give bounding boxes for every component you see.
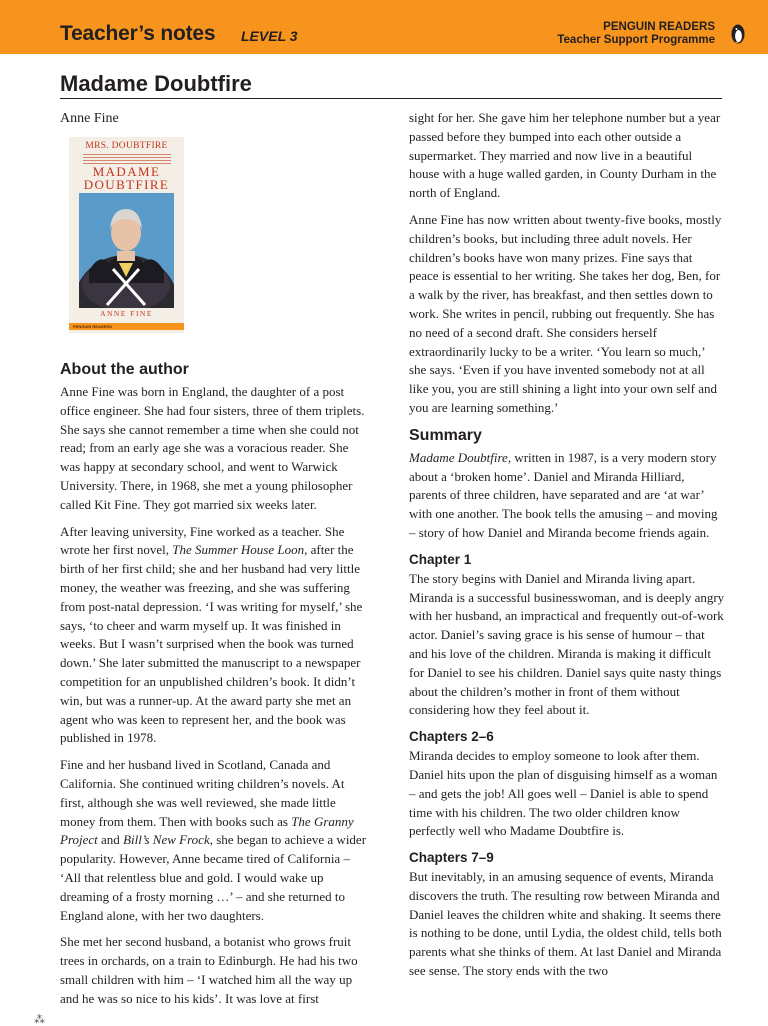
right-column: [409, 109, 725, 989]
chapters-2-6-text: Miranda decides to employ someone to look after them. Daniel hits upon the plan of disguising himself as a woman – and gets the job! All goes well – Daniel is able to spend time with his children. The two older children know perfectly well who Madame Doubtfire is.: [409, 748, 718, 839]
cover-author: ANNE FINE: [100, 309, 153, 318]
summary-heading: Summary: [409, 426, 482, 444]
brand-name: PENGUIN READERS: [603, 21, 715, 33]
text-run: , she began to achieve a wider popularity. However, Anne became tired of California – ‘All that relentless blue and gold. I would wake up dreaming of a frosty morning …’ – and she returned to England alone, with her two daughters.: [60, 832, 367, 923]
cover-title-line2: DOUBTFIRE: [83, 177, 170, 192]
cover-tagline-decoration: [83, 154, 171, 164]
chapters-7-9-heading: Chapters 7–9: [409, 850, 494, 866]
cover-photo: [79, 193, 174, 308]
book-title-reference: Bill’s New Frock: [123, 832, 210, 848]
cover-publisher: PENGUIN READERS: [73, 324, 112, 329]
book-title-reference: Madame Doubtfire: [409, 449, 508, 465]
about-paragraph-5: Anne Fine has now written about twenty-five books, mostly children’s books, but including three adult novels. Her children’s books have won many prizes. Fine says that peace is essential to her writing. She takes her dog, Ben, for a walk by the river, has breakfast, and then settles down to work. She writes in pencil, rubbing out frequently. She has no need of a second draft. She considers herself extraordinarily lucky to be a writer. ‘You learn so much,’ she says. ‘Even if you have invented somebody not at all like you, you are still shining a light into your own self and you are learning something.’: [409, 211, 722, 415]
about-paragraph-2: [60, 523, 370, 749]
chapter-1-text: The story begins with Daniel and Miranda living apart. Miranda is a successful businesswoman, and is deeply angry with her husband, an impractical and frequently out-of-work actor. Daniel’s saving grace is his sense of humour – that and his love of the children. Miranda is making it difficult for Daniel to see his children. Daniel says quite nasty things about the children’s mother in front of them without considering how they feel about it.: [409, 570, 725, 718]
header-title: Teacher’s notes: [60, 22, 216, 45]
about-heading: About the author: [60, 361, 189, 378]
cover-publisher-strip: [69, 323, 184, 330]
chapter-1-heading: Chapter 1: [409, 551, 472, 567]
header-banner: [0, 0, 768, 54]
title-rule: [60, 98, 722, 99]
about-paragraph-3: [60, 756, 370, 925]
text-run: , written in 1987, is a very modern story about a ‘broken home’. Daniel and Miranda Hilliard, parents of three children, have separated and are ‘at war’ with one another. The book tells the amusing – and moving – story of how Daniel and Miranda become friends again.: [409, 449, 718, 540]
brand-programme: Teacher Support Programme: [557, 34, 715, 46]
text-run: After leaving university, Fine worked as a teacher. She wrote her first novel,: [60, 523, 345, 558]
book-cover-image: [69, 137, 184, 333]
cover-title: [69, 165, 184, 191]
penguin-logo-icon: [731, 24, 745, 44]
level-label: LEVEL 3: [241, 28, 298, 44]
cover-top-line: MRS. DOUBTFIRE: [85, 141, 168, 151]
chapters-2-6-heading: Chapters 2–6: [409, 729, 494, 745]
text-run: Fine and her husband lived in Scotland, Canada and California. She continued writing children’s novels. At first, although she was well reviewed, she made little money from them. Then with books such as: [60, 757, 345, 829]
book-title-reference: The Summer House Loon: [172, 542, 305, 558]
text-run: , after the birth of her first child; she and her husband had very little money, the weather was freezing, and she was suffering from post-natal depression. ‘I was writing for myself,’ she says, ‘to cheer and warm myself up. It was finished in weeks. But I wasn’t surprised when the book was turned down.’ She later submitted the manuscript to a newspaper competition for an unpublished children’s book. It didn’t win, but was a runner-up. At the award party she met an agent who was keen to represent her, and the book was published in 1978.: [60, 542, 363, 746]
book-title: Madame Doubtfire: [60, 71, 252, 96]
footer-mark: ⁂: [34, 1014, 45, 1026]
book-title-reference: The Granny Project: [60, 813, 354, 848]
about-paragraph-1: Anne Fine was born in England, the daughter of a post office engineer. She had four sisters, three of them triplets. She says she cannot remember a time when she could not read; from an early age she was a voracious reader. She was happy at secondary school, and went to Warwick University. There, in 1968, she met a young philosopher called Kit Fine. They got married six weeks later.: [60, 384, 365, 512]
cover-title-line1: MADAME: [92, 164, 161, 179]
chapters-7-9-text: But inevitably, in an amusing sequence of events, Miranda discovers the truth. The resulting row between Miranda and Daniel leaves the children white and shaking. It seems there is nothing to be done, until Lydia, the oldest child, tells both parents what she thinks of them. At last Daniel and Miranda see sense. The story ends with the two: [409, 869, 722, 979]
text-run: and: [97, 832, 124, 848]
left-column: [60, 360, 370, 1017]
about-paragraph-4: She met her second husband, a botanist who grows fruit trees in orchards, on a train to Edinburgh. He had his two small children with him – ‘I watched him all the way up and he was so nice to his kids’. It was love at first: [60, 934, 358, 1006]
author-name: Anne Fine: [60, 111, 119, 126]
summary-intro: [409, 449, 725, 543]
brand-block: [557, 21, 715, 47]
about-paragraph-4-continued: sight for her. She gave him her telephone number but a year passed before they bumped into each other outside a supermarket. They married and now live in a beautiful house with a huge walled garden, in County Durham in the north of England.: [409, 110, 721, 201]
